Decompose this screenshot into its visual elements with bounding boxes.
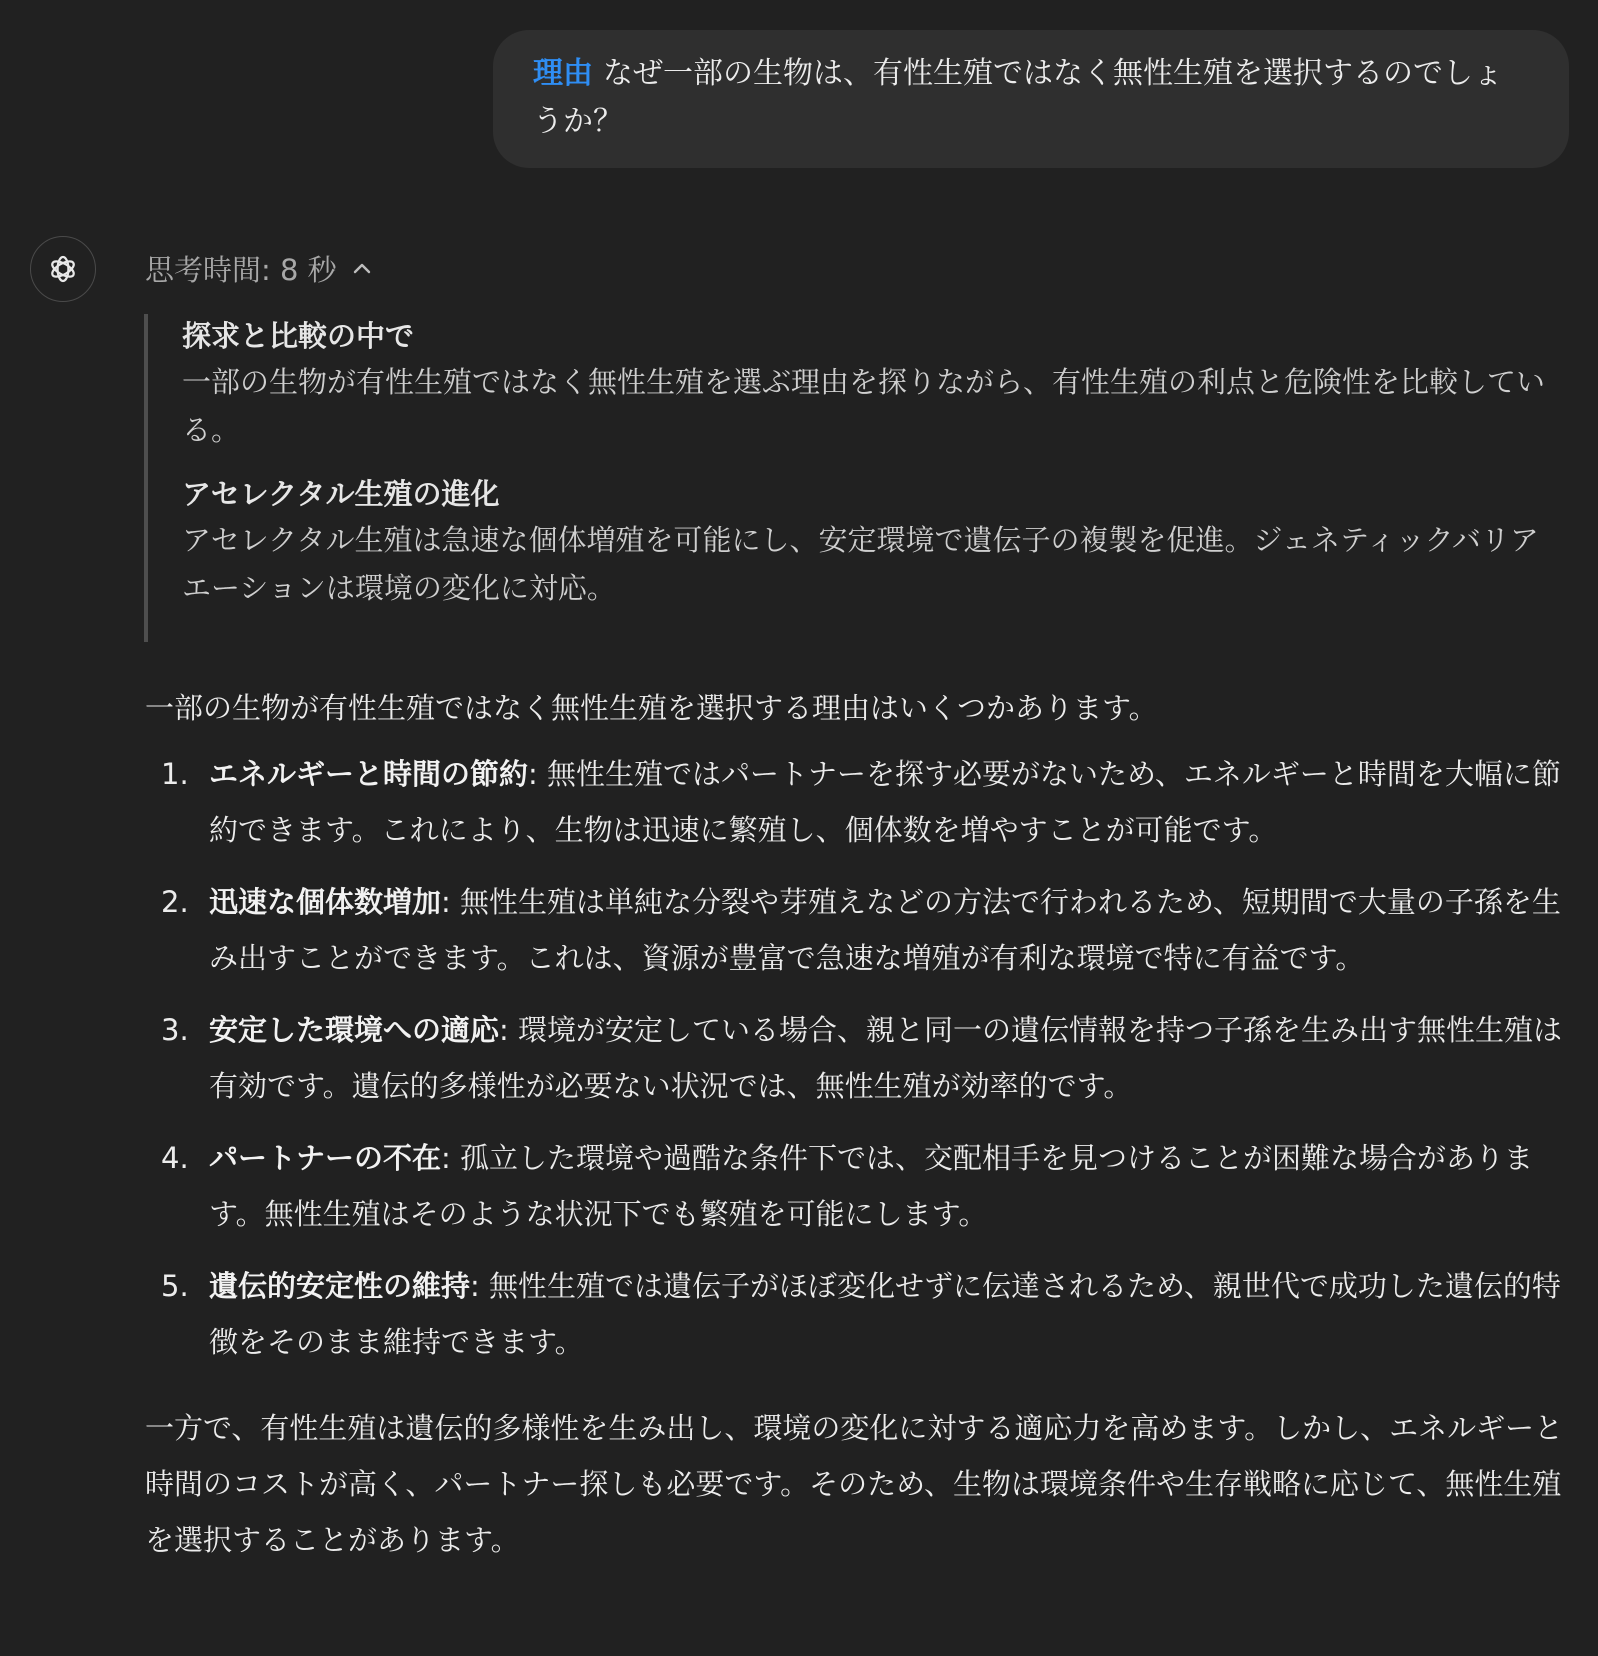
thinking-time-label: 思考時間: 8 秒 — [145, 253, 337, 287]
reasoning-section-title: 探求と比較の中で — [182, 319, 415, 353]
list-item-body: : 無性生殖は単純な分裂や芽殖えなどの方法で行われるため、短期間で大量の子孫を生み出すことができます。これは、資源が豊富で急速な増殖が有利な環境で特に有益です。 — [209, 885, 1561, 975]
list-item — [145, 1130, 1575, 1242]
list-item-number: 1. — [161, 757, 189, 791]
reasoning-section — [182, 314, 1564, 454]
reasoning-summary — [144, 314, 1564, 642]
list-item-body: : 無性生殖ではパートナーを探す必要がないため、エネルギーと時間を大幅に節約できます。これにより、生物は迅速に繁殖し、個体数を増やすことが可能です。 — [209, 757, 1561, 847]
list-item — [145, 874, 1575, 986]
answer-intro: 一部の生物が有性生殖ではなく無性生殖を選択する理由はいくつかあります。 — [145, 691, 1158, 725]
chevron-up-icon — [351, 258, 373, 280]
list-item-body: : 無性生殖では遺伝子がほぼ変化せずに伝達されるため、親世代で成功した遺伝的特徴をそのまま維持できます。 — [209, 1269, 1561, 1359]
reason-tag: 理由 — [533, 56, 593, 91]
answer-conclusion: 一方で、有性生殖は遺伝的多様性を生み出し、環境の変化に対する適応力を高めます。しかし、エネルギーと時間のコストが高く、パートナー探しも必要です。そのため、生物は環境条件や生存戦略に応じて、無性生殖を選択することがあります。 — [145, 1411, 1564, 1557]
list-item-body: : 環境が安定している場合、親と同一の遺伝情報を持つ子孫を生み出す無性生殖は有効です。遺伝的多様性が必要ない状況では、無性生殖が効率的です。 — [209, 1013, 1563, 1103]
reasons-list — [145, 746, 1575, 1370]
list-item — [145, 746, 1575, 858]
list-item-title: エネルギーと時間の節約 — [209, 757, 529, 791]
assistant-answer — [145, 680, 1575, 1597]
list-item — [145, 1002, 1575, 1114]
reasoning-section — [182, 472, 1564, 612]
user-message-text: なぜ一部の生物は、有性生殖ではなく無性生殖を選択するのでしょうか？ — [533, 56, 1503, 139]
list-item-title: 遺伝的安定性の維持 — [209, 1269, 471, 1303]
thinking-time-toggle[interactable] — [145, 248, 373, 289]
list-item-number: 2. — [161, 885, 189, 919]
openai-logo-icon — [30, 236, 96, 302]
user-message-bubble — [493, 30, 1569, 168]
reasoning-section-body: アセレクタル生殖は急速な個体増殖を可能にし、安定環境で遺伝子の複製を促進。ジェネティックバリアエーションは環境の変化に対応。 — [182, 523, 1539, 605]
list-item-number: 3. — [161, 1013, 189, 1047]
reasoning-section-title: アセレクタル生殖の進化 — [182, 477, 500, 511]
list-item-body: : 孤立した環境や過酷な条件下では、交配相手を見つけることが困難な場合があります。無性生殖はそのような状況下でも繁殖を可能にします。 — [209, 1141, 1534, 1231]
list-item-title: 安定した環境への適応 — [209, 1013, 500, 1047]
list-item-title: パートナーの不在 — [209, 1141, 442, 1175]
reasoning-section-body: 一部の生物が有性生殖ではなく無性生殖を選ぶ理由を探りながら、有性生殖の利点と危険性を比較している。 — [182, 365, 1546, 447]
list-item-title: 迅速な個体数増加 — [209, 885, 442, 919]
list-item-number: 4. — [161, 1141, 189, 1175]
list-item — [145, 1258, 1575, 1370]
list-item-number: 5. — [161, 1269, 189, 1303]
